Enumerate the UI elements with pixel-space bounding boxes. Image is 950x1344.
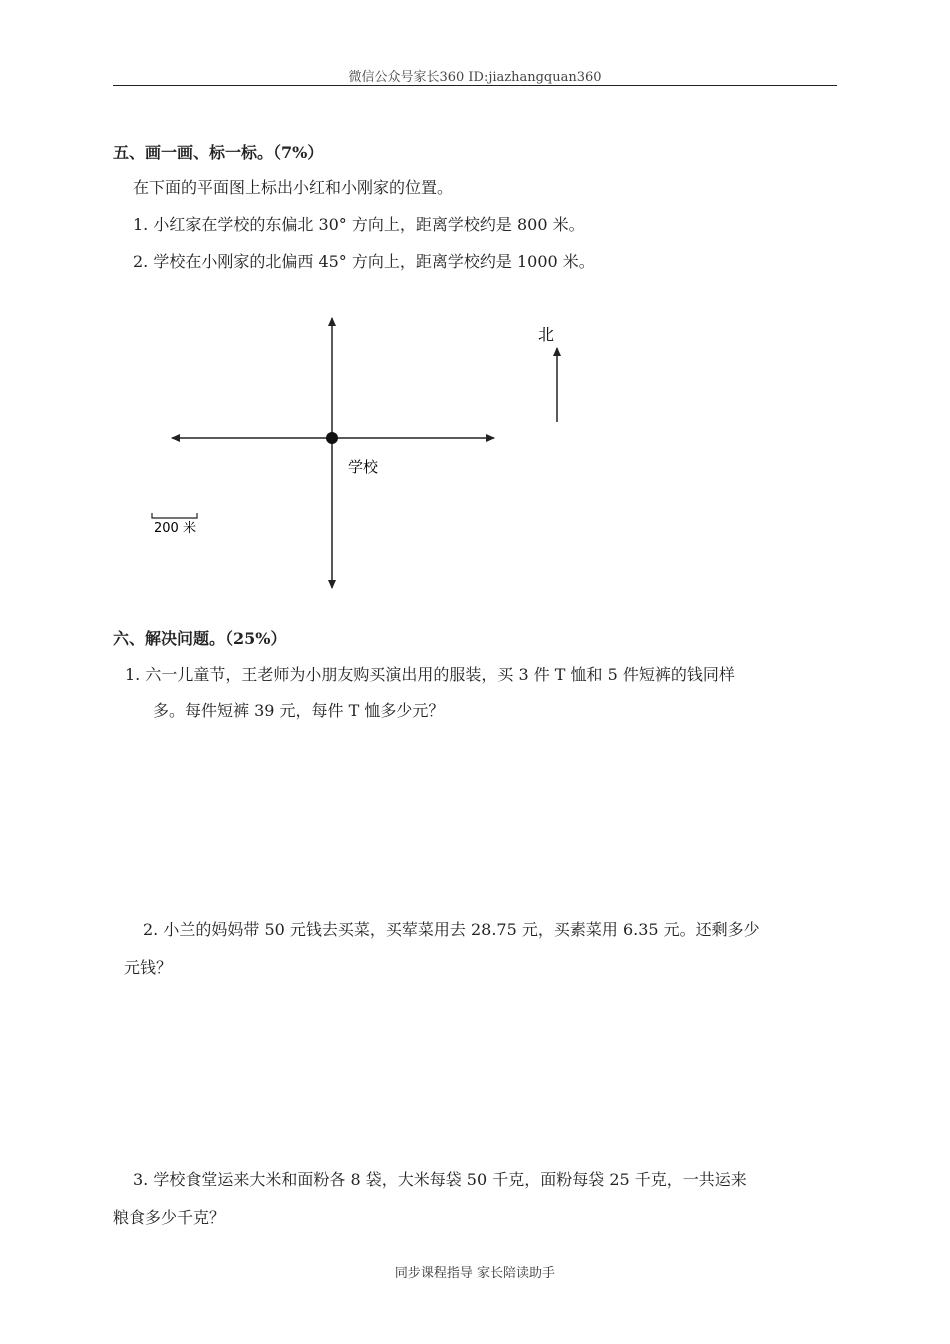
section6-q2-line2: 元钱？	[124, 958, 173, 977]
section6-q1-line1: 1. 六一儿童节，王老师为小朋友购买演出用的服装，买 3 件 T 恤和 5 件短裤的钱同样	[125, 665, 735, 684]
scale-label: 200 米	[154, 521, 196, 536]
section6-q1-line2: 多。每件短裤 39 元，每件 T 恤多少元？	[153, 701, 445, 720]
header-divider	[113, 85, 837, 86]
page-header: 微信公众号家长360 ID:jiazhangquan360	[348, 70, 602, 85]
section6-q2-line1: 2. 小兰的妈妈带 50 元钱去买菜，买荤菜用去 28.75 元，买素菜用 6.35 元。还剩多少	[143, 920, 760, 939]
school-label: 学校	[348, 458, 379, 476]
section5-question-2: 2. 学校在小刚家的北偏西 45° 方向上，距离学校约是 1000 米。	[133, 252, 595, 271]
section6-q3-line2: 粮食多少千克？	[113, 1208, 226, 1227]
scale-bar	[152, 513, 197, 518]
school-point	[326, 432, 338, 444]
north-label: 北	[538, 325, 555, 344]
map-diagram	[0, 300, 950, 600]
section6-q3-line1: 3. 学校食堂运来大米和面粉各 8 袋，大米每袋 50 千克，面粉每袋 25 千克，一共运来	[133, 1170, 747, 1189]
section5-title: 五、画一画、标一标。（7%）	[113, 143, 324, 162]
section6-title: 六、解决问题。（25%）	[113, 629, 287, 648]
section5-question-1: 1. 小红家在学校的东偏北 30° 方向上，距离学校约是 800 米。	[133, 215, 585, 234]
section5-intro: 在下面的平面图上标出小红和小刚家的位置。	[133, 178, 454, 197]
page-footer: 同步课程指导 家长陪读助手	[394, 1266, 556, 1281]
